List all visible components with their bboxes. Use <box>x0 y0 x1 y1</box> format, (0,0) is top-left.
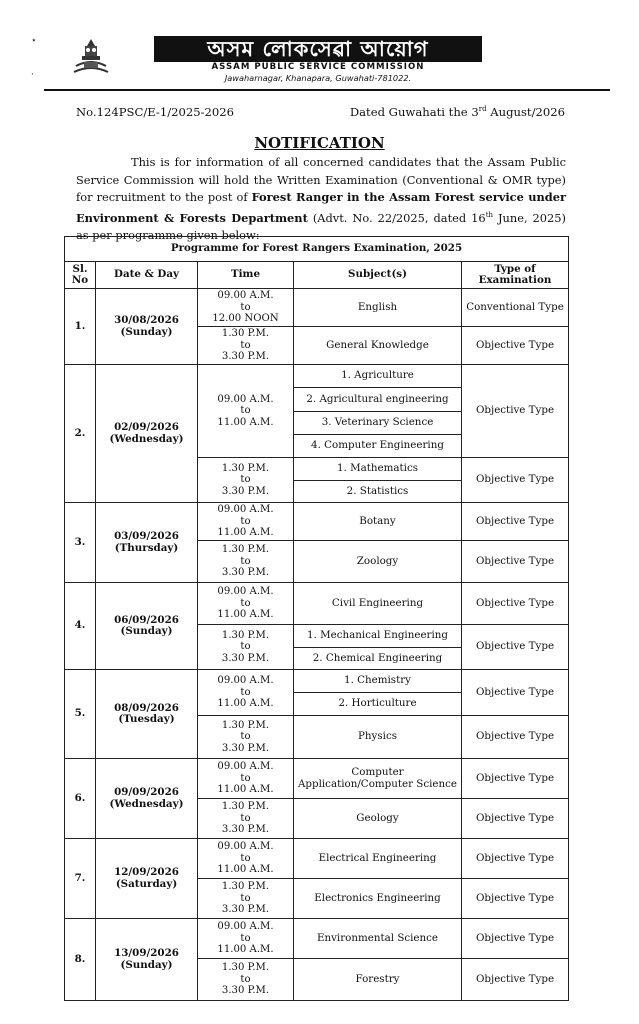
exam-type: Objective Type <box>462 716 569 759</box>
date-value: 13/09/2026 <box>114 947 179 959</box>
day-value: (Sunday) <box>120 325 173 338</box>
time-line: 1.30 P.M. <box>221 462 270 474</box>
header-rule <box>44 89 610 91</box>
serial-number: 8. <box>65 919 96 1001</box>
table-row <box>65 759 569 799</box>
programme-table <box>64 236 569 1001</box>
time-line: 1.30 P.M. <box>221 881 270 893</box>
table-row <box>65 289 569 327</box>
date-value: 06/09/2026 <box>114 613 179 626</box>
exam-subjects <box>294 799 462 839</box>
exam-date <box>96 839 198 919</box>
day-value: (Thursday) <box>114 541 179 554</box>
date-value: 09/09/2026 <box>114 786 179 798</box>
header-subject: Subject(s) <box>294 262 462 289</box>
margin-mark: ⋆ <box>31 36 37 46</box>
subject-item: Forestry <box>355 972 400 985</box>
date-value: 02/09/2026 <box>114 421 179 433</box>
table-row <box>65 919 569 959</box>
subject-item: 2. Agricultural engineering <box>294 388 461 411</box>
time-line: to <box>240 515 251 527</box>
subject-item: Zoology <box>356 554 399 567</box>
time-line: 1.30 P.M. <box>221 544 270 556</box>
time-line: to <box>240 597 251 609</box>
time-line: 09.00 A.M. <box>217 504 274 516</box>
subject-item: 1. Agriculture <box>341 369 414 382</box>
exam-type: Objective Type <box>462 541 569 583</box>
exam-time <box>198 799 294 839</box>
exam-subjects <box>294 541 462 583</box>
date-value: 03/09/2026 <box>114 530 179 542</box>
time-line: to <box>240 474 251 486</box>
time-line: 11.00 A.M. <box>217 698 274 710</box>
reference-number: No.124PSC/E-1/2025-2026 <box>76 105 235 119</box>
header-time: Time <box>198 262 294 289</box>
emblem-icon <box>66 36 116 78</box>
time-line: 1.30 P.M. <box>221 962 270 974</box>
exam-time <box>198 839 294 879</box>
commission-address: Jawaharnagar, Khanapara, Guwahati-781022. <box>224 73 412 83</box>
time-line: to <box>240 686 251 698</box>
time-line: 11.00 A.M. <box>217 416 274 428</box>
time-line: 11.00 A.M. <box>217 864 274 876</box>
subject-item: 2. Horticulture <box>294 693 461 716</box>
subject-item: Environmental Science <box>316 931 439 944</box>
time-line: 09.00 A.M. <box>217 675 274 687</box>
exam-time <box>198 919 294 959</box>
exam-date <box>96 670 198 759</box>
subject-item: 3. Veterinary Science <box>294 411 461 434</box>
day-value: (Wednesday) <box>109 797 184 810</box>
subject-item: Civil Engineering <box>331 596 424 609</box>
letterhead <box>0 0 639 100</box>
table-row <box>65 839 569 879</box>
exam-subjects <box>294 327 462 365</box>
serial-number: 3. <box>65 503 96 583</box>
exam-subjects <box>294 625 462 670</box>
exam-time <box>198 365 294 458</box>
exam-type: Objective Type <box>462 959 569 1001</box>
serial-number: 6. <box>65 759 96 839</box>
header-type: Type of Examination <box>462 262 569 289</box>
day-value: (Tuesday) <box>118 713 175 725</box>
exam-date <box>96 919 198 1001</box>
exam-subjects <box>294 879 462 919</box>
time-line: to <box>240 852 251 864</box>
time-line: 12.00 NOON <box>212 313 279 325</box>
time-line: 1.30 P.M. <box>221 328 270 340</box>
time-line: 3.30 P.M. <box>221 824 270 836</box>
exam-type: Objective Type <box>462 327 569 365</box>
table-row <box>65 583 569 625</box>
exam-time <box>198 959 294 1001</box>
time-line: to <box>240 973 251 985</box>
date-value: 08/09/2026 <box>114 701 179 714</box>
subject-item: 1. Mathematics <box>336 462 419 474</box>
day-value: (Sunday) <box>120 958 173 971</box>
commission-name: ASSAM PUBLIC SERVICE COMMISSION <box>211 62 425 72</box>
exam-type: Objective Type <box>462 919 569 959</box>
subject-item: General Knowledge <box>326 338 429 351</box>
exam-subjects <box>294 503 462 541</box>
table-row <box>65 503 569 541</box>
exam-subjects <box>294 759 462 799</box>
exam-date <box>96 583 198 670</box>
intro-paragraph: This is for information of all concerned candidates that the Assam Public Service Commission will hold the Written Examination (Conventional & OMR type) for recruitment to the post of Forest Ranger in the Assam Forest service under Environment & Forests Department (Advt. No. 22/2025, dated 16th June, 2025) as per programme given below: <box>76 155 566 242</box>
subject-item: 1. Mechanical Engineering <box>307 629 448 641</box>
exam-subjects <box>294 365 462 458</box>
exam-date <box>96 503 198 583</box>
subject-item: English <box>357 300 398 313</box>
exam-type: Objective Type <box>462 759 569 799</box>
exam-subjects <box>294 716 462 759</box>
exam-time <box>198 289 294 327</box>
time-line: 09.00 A.M. <box>217 921 274 933</box>
exam-time <box>198 879 294 919</box>
exam-subjects <box>294 458 462 503</box>
exam-time <box>198 541 294 583</box>
table-row <box>65 670 569 716</box>
time-line: to <box>240 405 251 417</box>
time-line: 09.00 A.M. <box>217 841 274 853</box>
time-line: 3.30 P.M. <box>221 742 270 754</box>
subject-item: Geology <box>356 811 399 824</box>
day-value: (Wednesday) <box>109 432 184 445</box>
time-line: 3.30 P.M. <box>221 485 270 497</box>
exam-time <box>198 583 294 625</box>
exam-time <box>198 716 294 759</box>
date-value: 12/09/2026 <box>114 866 179 878</box>
time-line: 1.30 P.M. <box>221 801 270 813</box>
time-line: to <box>240 641 251 653</box>
exam-time <box>198 327 294 365</box>
date-value: 30/08/2026 <box>114 314 179 326</box>
exam-subjects <box>294 839 462 879</box>
subject-item: Botany <box>359 514 396 527</box>
exam-type: Objective Type <box>462 625 569 670</box>
exam-type: Objective Type <box>462 879 569 919</box>
exam-subjects <box>294 959 462 1001</box>
serial-number: 5. <box>65 670 96 759</box>
exam-type: Objective Type <box>462 839 569 879</box>
subject-item: Electrical Engineering <box>318 851 437 864</box>
exam-type: Objective Type <box>462 503 569 541</box>
subject-item: 2. Statistics <box>294 480 461 502</box>
exam-date <box>96 289 198 365</box>
exam-type: Objective Type <box>462 458 569 503</box>
time-line: 11.00 A.M. <box>217 609 274 621</box>
exam-time <box>198 458 294 503</box>
subject-item: 4. Computer Engineering <box>294 434 461 457</box>
exam-type: Conventional Type <box>462 289 569 327</box>
time-line: to <box>240 731 251 743</box>
exam-type: Objective Type <box>462 583 569 625</box>
margin-mark: · <box>31 70 34 80</box>
exam-time <box>198 503 294 541</box>
time-line: to <box>240 301 251 313</box>
exam-type: Objective Type <box>462 799 569 839</box>
time-line: 3.30 P.M. <box>221 904 270 916</box>
time-line: to <box>240 339 251 351</box>
exam-type: Objective Type <box>462 365 569 458</box>
time-line: to <box>240 812 251 824</box>
page-title: NOTIFICATION <box>254 134 385 152</box>
time-line: 11.00 A.M. <box>217 527 274 539</box>
exam-subjects <box>294 919 462 959</box>
exam-type: Objective Type <box>462 670 569 716</box>
header-date: Date & Day <box>96 262 198 289</box>
exam-date <box>96 365 198 503</box>
time-line: to <box>240 892 251 904</box>
time-line: 11.00 A.M. <box>217 784 274 796</box>
exam-date <box>96 759 198 839</box>
exam-subjects <box>294 670 462 716</box>
time-line: 09.00 A.M. <box>217 393 274 405</box>
subject-item: 2. Chemical Engineering <box>294 647 461 669</box>
header-sl: Sl. No <box>65 262 96 289</box>
time-line: 09.00 A.M. <box>217 290 274 302</box>
time-line: 3.30 P.M. <box>221 652 270 664</box>
exam-time <box>198 759 294 799</box>
commission-name-assamese: অসম লোকসেৱা আয়োগ <box>154 36 482 62</box>
time-line: 3.30 P.M. <box>221 351 270 363</box>
subject-item: Electronics Engineering <box>314 891 441 904</box>
time-line: 3.30 P.M. <box>221 985 270 997</box>
time-line: to <box>240 555 251 567</box>
exam-subjects <box>294 289 462 327</box>
exam-subjects <box>294 583 462 625</box>
serial-number: 4. <box>65 583 96 670</box>
time-line: 11.00 A.M. <box>217 944 274 956</box>
exam-time <box>198 625 294 670</box>
day-value: (Sunday) <box>120 625 173 637</box>
time-line: to <box>240 772 251 784</box>
subject-item: Physics <box>357 730 397 743</box>
exam-time <box>198 670 294 716</box>
time-line: 1.30 P.M. <box>221 629 270 641</box>
date-line: Dated Guwahati the 3rd August/2026 <box>349 105 565 119</box>
time-line: to <box>240 932 251 944</box>
time-line: 09.00 A.M. <box>217 761 274 773</box>
serial-number: 7. <box>65 839 96 919</box>
subject-item: Computer Application/Computer Science <box>297 766 458 790</box>
serial-number: 2. <box>65 365 96 503</box>
day-value: (Saturday) <box>115 877 178 890</box>
time-line: 3.30 P.M. <box>221 567 270 579</box>
time-line: 09.00 A.M. <box>217 586 274 598</box>
serial-number: 1. <box>65 289 96 365</box>
table-row <box>65 365 569 458</box>
subject-item: 1. Chemistry <box>344 674 411 687</box>
table-caption: Programme for Forest Rangers Examination, 2025 <box>65 237 569 262</box>
time-line: 1.30 P.M. <box>221 719 270 731</box>
